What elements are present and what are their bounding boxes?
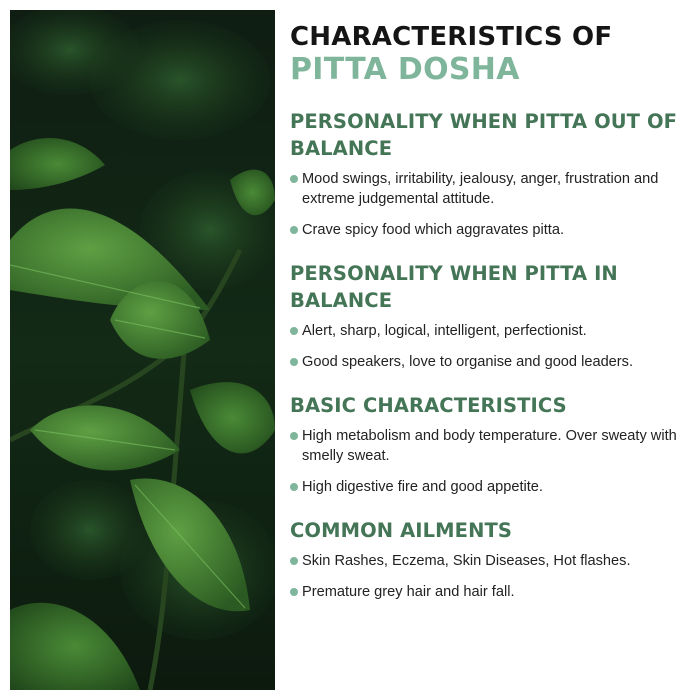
bullet-list (290, 426, 685, 497)
list-item: Skin Rashes, Eczema, Skin Diseases, Hot flashes. (290, 551, 685, 571)
section-heading: PERSONALITY WHEN PITTA IN BALANCE (290, 262, 618, 312)
list-item: High metabolism and body temperature. Over sweaty with smelly sweat. (290, 426, 685, 466)
bullet-list (290, 321, 685, 372)
nettle-leaves-photo (10, 10, 275, 690)
page-subtitle: PITTA DOSHA (290, 52, 520, 87)
page-title: CHARACTERISTICS OF (290, 22, 613, 52)
list-item: High digestive fire and good appetite. (290, 477, 685, 497)
list-item: Crave spicy food which aggravates pitta. (290, 220, 685, 240)
section-out-of-balance (290, 108, 685, 240)
section-heading: PERSONALITY WHEN PITTA OUT OF BALANCE (290, 110, 678, 160)
list-item: Good speakers, love to organise and good leaders. (290, 352, 685, 372)
bullet-list (290, 169, 685, 240)
list-item: Alert, sharp, logical, intelligent, perfectionist. (290, 321, 685, 341)
list-item: Premature grey hair and hair fall. (290, 582, 685, 602)
section-common-ailments (290, 517, 685, 602)
section-heading: BASIC CHARACTERISTICS (290, 394, 567, 417)
section-basic-characteristics (290, 392, 685, 497)
content-panel (290, 22, 685, 613)
section-in-balance (290, 260, 685, 372)
bullet-list (290, 551, 685, 602)
section-heading: COMMON AILMENTS (290, 519, 513, 542)
list-item: Mood swings, irritability, jealousy, anger, frustration and extreme judgemental attitude. (290, 169, 685, 209)
